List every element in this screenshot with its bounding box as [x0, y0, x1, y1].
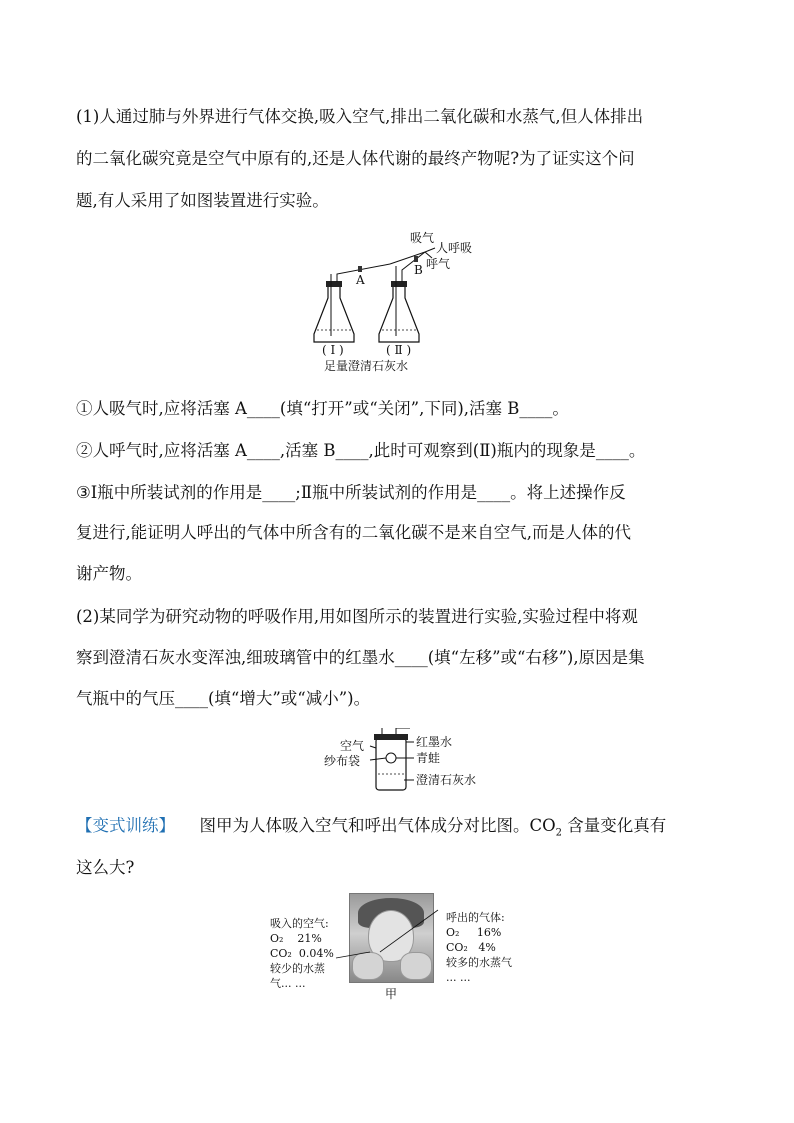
variant-sub: 2 — [555, 827, 563, 839]
figure1-caption: 足量澄清石灰水 — [324, 359, 409, 373]
q1-intro-line-1: (1)人通过肺与外界进行气体交换,吸入空气,排出二氧化碳和水蒸气,但人体排出 — [76, 107, 644, 126]
exhaled-more-1: 较多的水蒸气 — [446, 956, 512, 969]
label-exhale: 呼气 — [426, 257, 451, 271]
figure3-caption: 甲 — [385, 987, 398, 1001]
q1-intro-line-2: 的二氧化碳究竟是空气中原有的,还是人体代谢的最终产物呢?为了证实这个问 — [76, 149, 635, 168]
figure-frog-jar — [310, 728, 490, 794]
inhaled-more-1: 较少的水蒸 — [270, 962, 325, 975]
label-person-breath: 人呼吸 — [436, 241, 473, 255]
label-valve-b: B — [414, 263, 423, 277]
label-inhale: 吸气 — [410, 231, 435, 245]
inhaled-co2: CO₂ 0.04% — [270, 947, 334, 960]
variant-text-1: 图甲为人体吸入空气和呼出气体成分对比图。CO — [199, 816, 556, 835]
inhaled-o2: O₂ 21% — [270, 932, 322, 945]
q1-intro-line-3: 题,有人采用了如图装置进行实验。 — [76, 191, 329, 210]
label-red-ink: 红墨水 — [416, 735, 453, 749]
q2-line-1: (2)某同学为研究动物的呼吸作用,用如图所示的装置进行实验,实验过程中将观 — [76, 607, 638, 626]
label-frog: 青蛙 — [416, 751, 441, 765]
label-bottle-1: ( Ⅰ ) — [322, 343, 344, 357]
label-air: 空气 — [340, 739, 365, 753]
q1-sub-2: ②人呼气时,应将活塞 A____,活塞 B____,此时可观察到(Ⅱ)瓶内的现象是____。 — [76, 441, 646, 460]
q1-sub-3-line-2: 复进行,能证明人呼出的气体中所含有的二氧化碳不是来自空气,而是人体的代 — [76, 523, 631, 542]
variant-line-1 — [76, 813, 721, 846]
exhaled-more-2: ... ... — [446, 971, 471, 984]
q1-sub-3-line-1: ③Ⅰ瓶中所装试剂的作用是____;Ⅱ瓶中所装试剂的作用是____。将上述操作反 — [76, 483, 626, 502]
q1-sub-3-line-3: 谢产物。 — [76, 564, 142, 583]
q1-sub-1: ①人吸气时,应将活塞 A____(填“打开”或“关闭”,下同),活塞 B____。 — [76, 399, 569, 418]
pointer-lines — [330, 900, 450, 970]
inhaled-more-2: 气... ... — [270, 977, 306, 990]
inhaled-title: 吸入的空气: — [270, 917, 329, 930]
exhaled-title: 呼出的气体: — [446, 911, 505, 924]
exhaled-co2: CO₂ 4% — [446, 941, 496, 954]
variant-text-1-end: 含量变化真有 — [562, 816, 667, 835]
q2-line-3: 气瓶中的气压____(填“增大”或“减小”)。 — [76, 689, 371, 708]
label-bottle-2: ( Ⅱ ) — [386, 343, 412, 357]
label-gauze-bag: 纱布袋 — [324, 754, 361, 768]
variant-tag: 【变式训练】 — [76, 816, 175, 835]
figure-breathing-apparatus — [300, 226, 500, 376]
label-limewater: 澄清石灰水 — [416, 773, 477, 787]
label-valve-a: A — [356, 273, 365, 287]
q2-line-2: 察到澄清石灰水变浑浊,细玻璃管中的红墨水____(填“左移”或“右移”),原因是集 — [76, 648, 645, 667]
variant-line-2: 这么大? — [76, 858, 135, 877]
exhaled-o2: O₂ 16% — [446, 926, 502, 939]
